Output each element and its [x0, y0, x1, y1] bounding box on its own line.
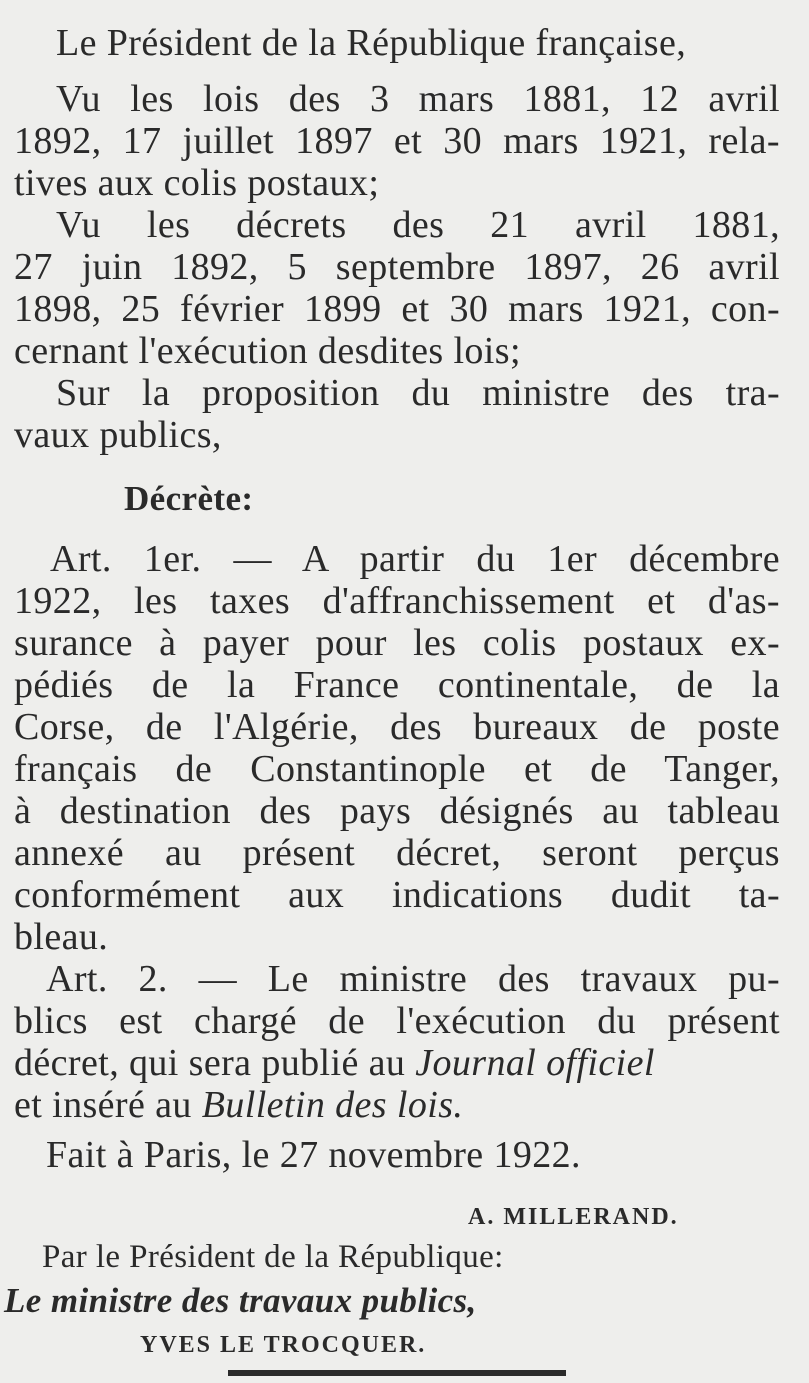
countersign-intro: Par le Président de la République:: [42, 1239, 504, 1275]
visa-line: tives aux colis postaux;: [14, 162, 380, 204]
signature-le-trocquer: YVES LE TROCQUER.: [140, 1332, 427, 1358]
visa-line: cernant l'exécution desdites lois;: [14, 330, 521, 372]
article-1-line: Corse, de l'Algérie, des bureaux de poste: [14, 706, 780, 748]
article-1-line: bleau.: [14, 916, 109, 958]
signature-millerand: A. MILLERAND.: [468, 1204, 679, 1230]
visa-line: 1892, 17 juillet 1897 et 30 mars 1921, rela-: [14, 120, 780, 162]
article-1-line: 1922, les taxes d'affranchissement et d'as-: [14, 580, 780, 622]
decrete-heading: Décrète:: [124, 479, 254, 518]
article-2-line: [14, 1084, 780, 1126]
date-place-line: Fait à Paris, le 27 novembre 1922.: [46, 1134, 581, 1176]
article-1-line: Art. 1er. — A partir du 1er décembre: [50, 538, 780, 580]
article-2-line: Art. 2. — Le ministre des travaux pu-: [46, 958, 780, 1000]
article-1-line: pédiés de la France continentale, de la: [14, 664, 780, 706]
minister-title: Le ministre des travaux publics,: [4, 1281, 477, 1320]
article-2-text: et inséré au: [14, 1084, 192, 1126]
preamble-line: Le Président de la République française,: [56, 22, 687, 64]
visa-line: Vu les lois des 3 mars 1881, 12 avril: [56, 78, 780, 120]
article-2-line: blics est chargé de l'exécution du présent: [14, 1000, 780, 1042]
article-2-text: décret, qui sera publié au: [14, 1042, 406, 1084]
proposition-line: Sur la proposition du ministre des tra-: [56, 372, 780, 414]
visa-line: 1898, 25 février 1899 et 30 mars 1921, con-: [14, 288, 780, 330]
article-1-line: conformément aux indications dudit ta-: [14, 874, 780, 916]
article-2-line: [14, 1042, 780, 1084]
article-1-line: annexé au présent décret, seront perçus: [14, 832, 780, 874]
visa-line: Vu les décrets des 21 avril 1881,: [56, 204, 780, 246]
journal-officiel-ref: Journal officiel: [415, 1042, 655, 1084]
article-1-line: français de Constantinople et de Tanger,: [14, 748, 780, 790]
bulletin-des-lois-ref: Bulletin des lois.: [201, 1084, 464, 1126]
proposition-line: vaux publics,: [14, 414, 222, 456]
article-1-line: surance à payer pour les colis postaux ex-: [14, 622, 780, 664]
article-1-line: à destination des pays désignés au tableau: [14, 790, 780, 832]
visa-line: 27 juin 1892, 5 septembre 1897, 26 avril: [14, 246, 780, 288]
end-rule: [228, 1370, 566, 1376]
